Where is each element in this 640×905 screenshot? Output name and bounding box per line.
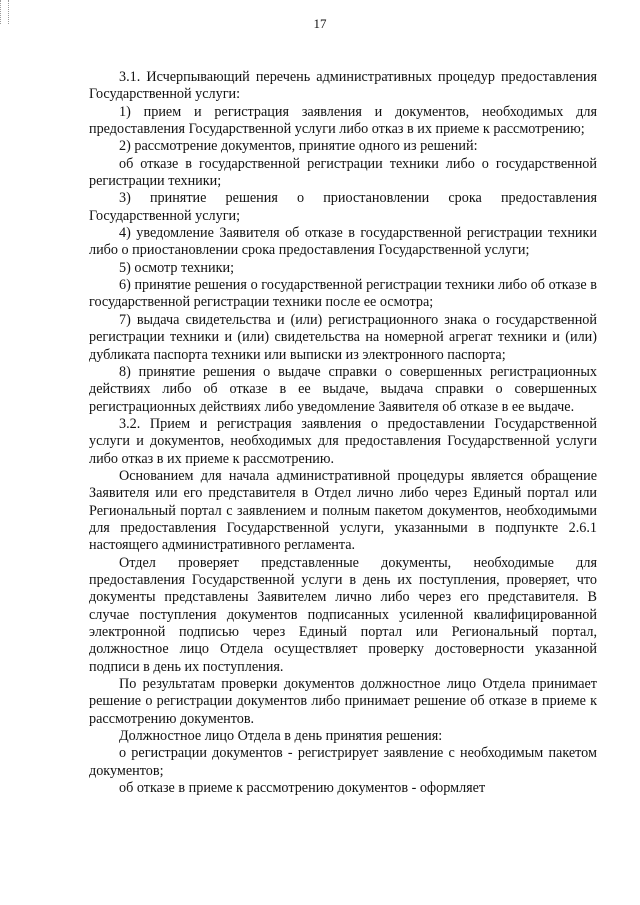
list-item-8: 8) принятие решения о выдаче справки о совершенных регистрационных действиях либо об отказе в ее выдаче, выдача справки о совершенных регистрационных действиях либо уведомление Заявителя об отказе в ее выдаче. [89, 363, 597, 415]
paragraph-decision: По результатам проверки документов должностное лицо Отдела принимает решение о регистрации документов либо принимает решение об отказе в приеме к рассмотрению документов. [89, 676, 597, 727]
paragraph-official: Должностное лицо Отдела в день принятия решения: [119, 728, 443, 745]
paragraph-verification: Отдел проверяет представленные документы, необходимые для предоставления Государственной услуги в день их поступления, проверяет, что документы представлены Заявителем лично либо через его представителя. В случае поступления документов подписанных усиленной квалифицированной электронной подписью через Единый портал или Региональный портал, должностное лицо Отдела осуществляет проверку достоверности указанной подписи в день их поступления. [89, 554, 597, 675]
list-item-2-detail: об отказе в государственной регистрации техники либо о государственной регистрации техники; [89, 155, 597, 190]
body-text [89, 69, 597, 797]
paragraph-3-2: 3.2. Прием и регистрация заявления о предоставлении Государственной услуги и документов, необходимых для предоставления Государственной услуги либо отказ в их приеме к рассмотрению. [89, 415, 597, 467]
list-item-3: 3) принятие решения о приостановлении срока предоставления Государственной услуги; [89, 190, 597, 224]
list-item-4: 4) уведомление Заявителя об отказе в государственной регистрации техники либо о приостановлении срока предоставления Государственной услуги; [89, 225, 597, 259]
page-number: 17 [313, 16, 327, 31]
paragraph-registration: о регистрации документов - регистрирует заявление с необходимым пакетом документов; [89, 745, 597, 779]
paragraph-3-1: 3.1. Исчерпывающий перечень административных процедур предоставления Государственной услуги: [89, 69, 597, 103]
paragraph-refusal: об отказе в приеме к рассмотрению документов - оформляет [119, 780, 486, 797]
list-item-2: 2) рассмотрение документов, принятие одного из решений: [119, 138, 478, 155]
list-item-7: 7) выдача свидетельства и (или) регистрационного знака о государственной регистрации техники и (или) свидетельства на номерной агрегат техники и (или) дубликата паспорта техники или выписки из электронного паспорта; [89, 311, 597, 363]
list-item-5: 5) осмотр техники; [119, 259, 235, 276]
list-item-6: 6) принятие решения о государственной регистрации техники либо об отказе в государственной регистрации техники после ее осмотра; [89, 277, 597, 311]
list-item-1: 1) прием и регистрация заявления и документов, необходимых для предоставления Государственной услуги либо отказ в их приеме к рассмотрению; [89, 103, 597, 138]
paragraph-basis: Основанием для начала административной процедуры является обращение Заявителя или его представителя в Отдел лично либо через Единый портал или Региональный портал с заявлением и полным пакетом документов, необходимыми для предоставления Государственной услуги, указанными в подпункте 2.6.1 настоящего административного регламента. [89, 467, 597, 554]
